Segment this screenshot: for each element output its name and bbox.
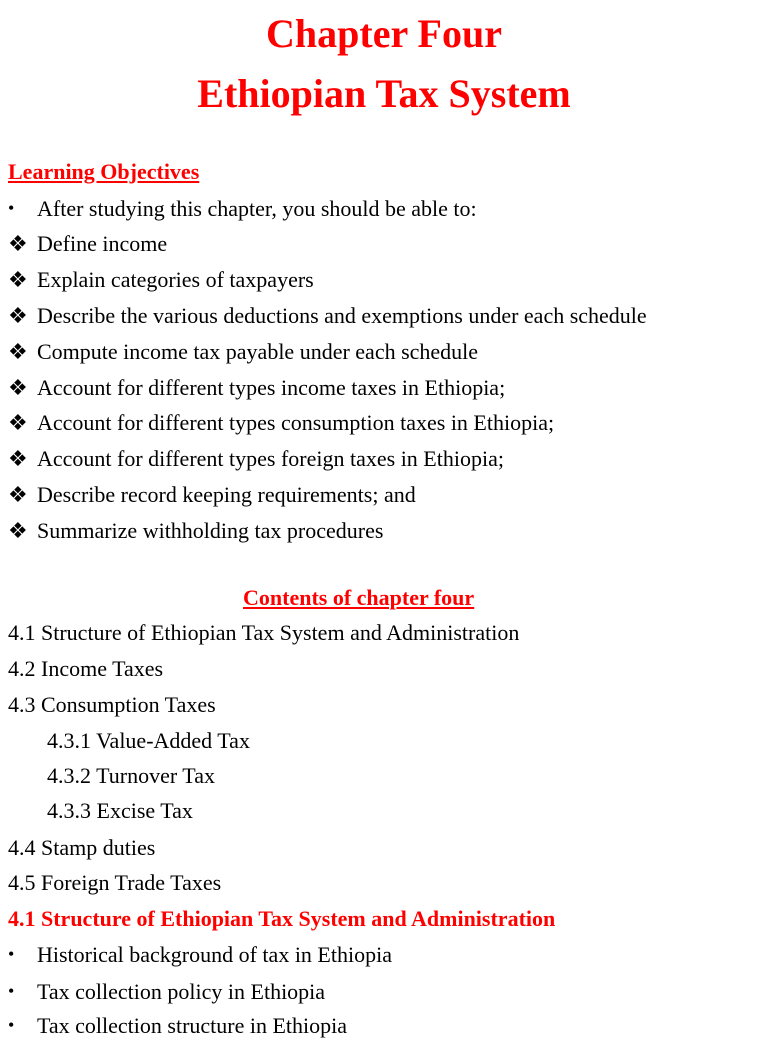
objective-item-text: Account for different types foreign taxes in Ethiopia; bbox=[37, 446, 504, 471]
objective-item bbox=[8, 481, 416, 509]
bullet-dot-icon: • bbox=[8, 944, 15, 964]
section-item-text: Tax collection policy in Ethiopia bbox=[37, 979, 326, 1004]
objective-item bbox=[8, 517, 383, 545]
contents-item: 4.5 Foreign Trade Taxes bbox=[8, 870, 222, 895]
bullet-dot-icon: • bbox=[8, 981, 15, 1001]
section-item bbox=[8, 941, 392, 970]
chapter-subtitle: Ethiopian Tax System bbox=[197, 71, 571, 116]
contents-heading: Contents of chapter four bbox=[243, 585, 475, 610]
objective-item-text: Account for different types income taxes in Ethiopia; bbox=[37, 375, 506, 400]
bullet-dot-icon: • bbox=[8, 1015, 15, 1035]
objective-item-text: Account for different types consumption taxes in Ethiopia; bbox=[37, 410, 555, 435]
contents-subitem: 4.3.2 Turnover Tax bbox=[47, 763, 215, 788]
objective-item bbox=[8, 409, 554, 437]
section-item-text: Tax collection structure in Ethiopia bbox=[37, 1013, 348, 1038]
contents-subitem: 4.3.3 Excise Tax bbox=[47, 798, 193, 823]
contents-item: 4.2 Income Taxes bbox=[8, 656, 164, 681]
chapter-title: Chapter Four bbox=[266, 11, 502, 56]
diamond-bullet-icon: ❖ bbox=[8, 339, 28, 364]
objective-item bbox=[8, 266, 314, 294]
objective-item-text: Compute income tax payable under each schedule bbox=[37, 339, 479, 364]
diamond-bullet-icon: ❖ bbox=[8, 518, 28, 543]
section-item-text: Historical background of tax in Ethiopia bbox=[37, 942, 392, 967]
diamond-bullet-icon: ❖ bbox=[8, 267, 28, 292]
objective-item-text: Describe record keeping requirements; and bbox=[37, 482, 416, 507]
contents-subitem: 4.3.1 Value-Added Tax bbox=[47, 728, 250, 753]
diamond-bullet-icon: ❖ bbox=[8, 303, 28, 328]
objective-item bbox=[8, 374, 505, 402]
diamond-bullet-icon: ❖ bbox=[8, 482, 28, 507]
bullet-dot-icon: • bbox=[8, 198, 15, 218]
diamond-bullet-icon: ❖ bbox=[8, 375, 28, 400]
objective-item bbox=[8, 445, 504, 473]
section-item bbox=[8, 978, 325, 1007]
objective-item bbox=[8, 338, 478, 366]
objective-item-text: Define income bbox=[37, 231, 168, 256]
objective-item bbox=[8, 302, 647, 330]
objectives-intro bbox=[8, 195, 477, 224]
diamond-bullet-icon: ❖ bbox=[8, 231, 28, 256]
objective-item-text: Describe the various deductions and exemptions under each schedule bbox=[37, 303, 647, 328]
contents-item: 4.1 Structure of Ethiopian Tax System and Administration bbox=[8, 620, 520, 645]
objective-item-text: Summarize withholding tax procedures bbox=[37, 518, 384, 543]
diamond-bullet-icon: ❖ bbox=[8, 446, 28, 471]
diamond-bullet-icon: ❖ bbox=[8, 410, 28, 435]
section-heading: 4.1 Structure of Ethiopian Tax System and Administration bbox=[8, 906, 556, 931]
objectives-intro-text: After studying this chapter, you should be able to: bbox=[37, 196, 477, 221]
learning-objectives-heading: Learning Objectives bbox=[8, 159, 200, 184]
contents-item: 4.3 Consumption Taxes bbox=[8, 692, 216, 717]
contents-item: 4.4 Stamp duties bbox=[8, 835, 156, 860]
objective-item-text: Explain categories of taxpayers bbox=[37, 267, 314, 292]
objective-item bbox=[8, 230, 167, 258]
section-item bbox=[8, 1012, 347, 1041]
